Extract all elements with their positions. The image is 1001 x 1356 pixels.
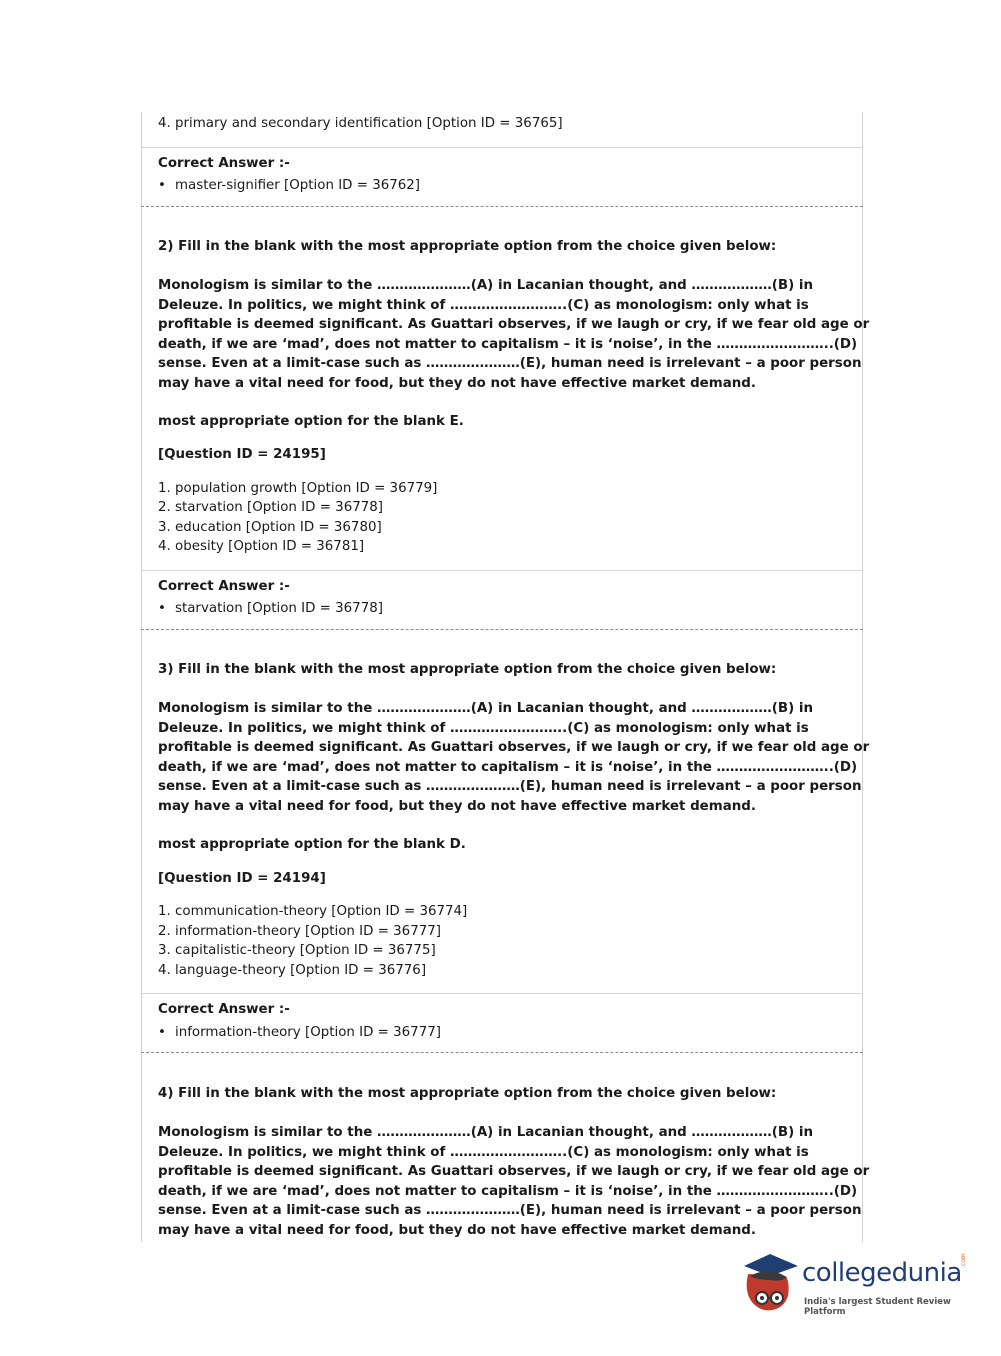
- divider: [142, 147, 862, 148]
- q3-prompt: most appropriate option for the blank D.: [158, 837, 466, 852]
- q3-correct-answer: [158, 1023, 850, 1043]
- bullet-icon: •: [158, 601, 166, 616]
- q2-option-3: 3. education [Option ID = 36780]: [158, 520, 382, 535]
- correct-answer-text: master-signifier [Option ID = 36762]: [175, 178, 421, 193]
- correct-answer-text: starvation [Option ID = 36778]: [175, 601, 383, 616]
- q2-option-1: 1. population growth [Option ID = 36779]: [158, 481, 438, 496]
- question-panel: [141, 112, 870, 1242]
- passage-line: profitable is deemed significant. As Guattari observes, if we laugh or cry, if we fear old age or: [158, 1164, 870, 1179]
- passage-line: Monologism is similar to the …………………(A) in Lacanian thought, and ………………(B) in: [158, 701, 813, 716]
- q2-heading: 2) Fill in the blank with the most appropriate option from the choice given below:: [158, 239, 777, 254]
- passage-line: Deleuze. In politics, we might think of ……………………..(C) as monologism: only what is: [158, 720, 809, 736]
- logo-wordmark: collegedunia: [802, 1258, 962, 1288]
- passage-line: Deleuze. In politics, we might think of ……………………..(C) as monologism: only what is: [158, 1144, 809, 1160]
- question-separator: [141, 1052, 863, 1053]
- logo-tagline: India's largest Student Review Platform: [804, 1297, 951, 1317]
- passage-line: may have a vital need for food, but they do not have effective market demand.: [158, 798, 756, 814]
- passage-line: may have a vital need for food, but they do not have effective market demand.: [158, 1222, 756, 1238]
- passage-line: death, if we are ‘mad’, does not matter to capitalism – it is ‘noise’, in the ……………………..(D): [158, 336, 858, 352]
- q2-option-4: 4. obesity [Option ID = 36781]: [158, 539, 365, 554]
- q3-option-1: 1. communication-theory [Option ID = 36774]: [158, 904, 468, 919]
- passage-line: Deleuze. In politics, we might think of ……………………..(C) as monologism: only what is: [158, 297, 809, 313]
- q2-option-2: 2. starvation [Option ID = 36778]: [158, 500, 383, 515]
- q3-option-2: 2. information-theory [Option ID = 36777]: [158, 924, 441, 939]
- question-separator: [141, 206, 863, 207]
- q2-question-id: [Question ID = 24195]: [158, 447, 326, 462]
- q3-passage: [158, 699, 870, 816]
- question-separator: [141, 629, 863, 630]
- collegedunia-logo[interactable]: [740, 1250, 970, 1320]
- q2-correct-answer: [158, 599, 850, 619]
- passage-line: may have a vital need for food, but they do not have effective market demand.: [158, 375, 756, 391]
- q2-correct-label: Correct Answer :-: [158, 579, 290, 594]
- passage-line: sense. Even at a limit-case such as …………………(E), human need is irrelevant – a poor person: [158, 356, 862, 371]
- q2-passage: [158, 276, 870, 393]
- passage-line: death, if we are ‘mad’, does not matter to capitalism – it is ‘noise’, in the ……………………..(D): [158, 759, 858, 775]
- q3-option-4: 4. language-theory [Option ID = 36776]: [158, 963, 427, 978]
- q1-correct-label: Correct Answer :-: [158, 156, 290, 171]
- q4-heading: 4) Fill in the blank with the most appropriate option from the choice given below:: [158, 1086, 777, 1101]
- mascot-icon: [740, 1252, 802, 1316]
- bullet-icon: •: [158, 1025, 166, 1040]
- q3-question-id: [Question ID = 24194]: [158, 871, 326, 886]
- q2-prompt: most appropriate option for the blank E.: [158, 414, 464, 429]
- q3-correct-label: Correct Answer :-: [158, 1002, 290, 1017]
- divider: [142, 570, 862, 571]
- q1-correct-answer: [158, 176, 850, 196]
- q1-option-4: 4. primary and secondary identification [Option ID = 36765]: [158, 116, 563, 131]
- bullet-icon: •: [158, 178, 166, 193]
- divider: [142, 993, 862, 994]
- passage-line: Monologism is similar to the …………………(A) in Lacanian thought, and ………………(B) in: [158, 1125, 813, 1140]
- q3-heading: 3) Fill in the blank with the most appropriate option from the choice given below:: [158, 662, 777, 677]
- passage-line: profitable is deemed significant. As Guattari observes, if we laugh or cry, if we fear old age or: [158, 317, 870, 332]
- correct-answer-text: information-theory [Option ID = 36777]: [175, 1025, 441, 1040]
- passage-line: death, if we are ‘mad’, does not matter to capitalism – it is ‘noise’, in the ……………………..(D): [158, 1183, 858, 1199]
- passage-line: sense. Even at a limit-case such as …………………(E), human need is irrelevant – a poor person: [158, 779, 862, 794]
- passage-line: Monologism is similar to the …………………(A) in Lacanian thought, and ………………(B) in: [158, 278, 813, 293]
- q4-passage: [158, 1123, 870, 1240]
- passage-line: profitable is deemed significant. As Guattari observes, if we laugh or cry, if we fear old age or: [158, 740, 870, 755]
- logo-suffix: .com: [960, 1253, 967, 1268]
- q3-option-3: 3. capitalistic-theory [Option ID = 36775]: [158, 943, 436, 958]
- passage-line: sense. Even at a limit-case such as …………………(E), human need is irrelevant – a poor person: [158, 1203, 862, 1218]
